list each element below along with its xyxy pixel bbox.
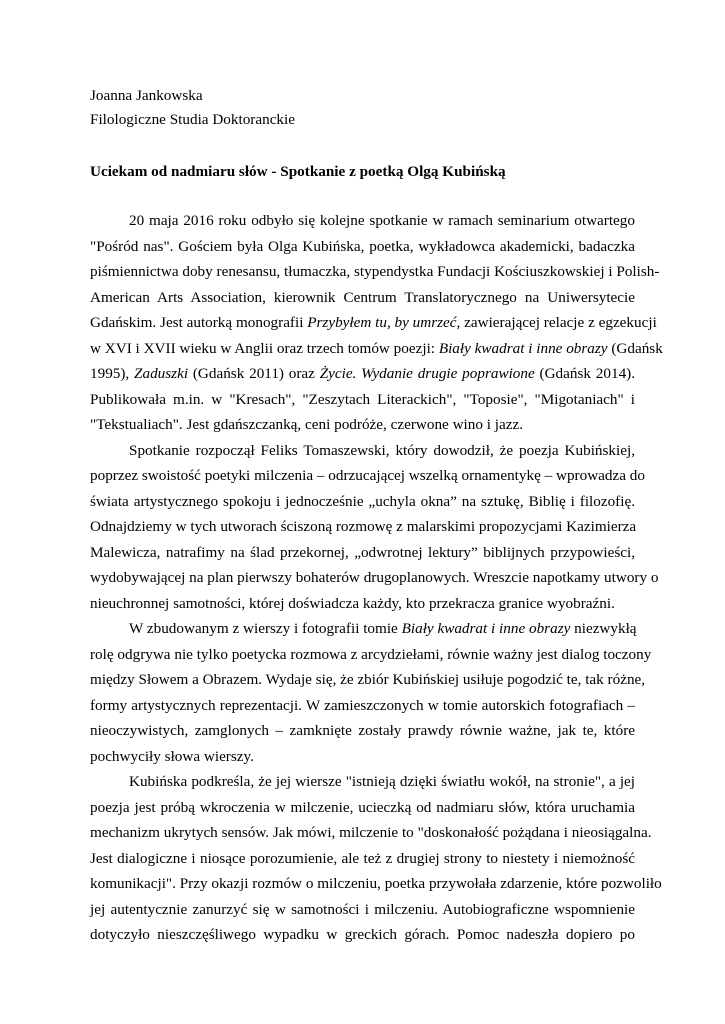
text-line [90,259,660,285]
text-segment: , zawierającej relacje z egzekucji [456,314,657,331]
italic-title-text: Przybyłem tu, by umrzeć [307,314,457,331]
text-line [90,234,635,260]
text-segment: Gdańskim. Jest autorką monografii [90,314,308,331]
italic-title-text: Życie. Wydanie drugie poprawione [319,365,535,382]
text-line [90,336,663,362]
text-line [90,285,635,311]
author-block [90,84,295,132]
text-segment: w XVI i XVII wieku w Anglii oraz trzech tomów poezji: [90,339,439,357]
text-segment: poezja jest próbą wkroczenia w milczenie, ucieczką od nadmiaru słów, która uruchamia [90,798,635,816]
text-line [90,208,635,234]
text-line [90,489,635,515]
text-segment: dotyczyło nieszczęśliwego wypadku w greckich górach. Pomoc nadeszła dopiero po [90,926,635,943]
text-segment: Jest dialogiczne i niosące porozumienie, ale też z drugiej strony to niestety i niemożność [90,849,635,867]
author-name: Joanna Jankowska [90,87,203,104]
article-title: Uciekam od nadmiaru słów - Spotkanie z poetką Olgą Kubińską [90,163,506,180]
text-segment: 1995), [90,365,135,382]
text-line [90,795,635,821]
text-line [90,718,635,744]
text-segment: poprzez swoistość poetyki milczenia – odrzucającej wszelką ornamentykę – wprowadza do [90,467,645,484]
text-line [90,463,645,489]
text-line [90,642,652,668]
text-segment: piśmiennictwa doby renesansu, tłumaczka, stypendystka Fundacji Kościuszkowskiej i Polish- [90,263,660,280]
text-segment: formy artystycznych reprezentacji. W zamieszczonych w tomie autorskich fotografiach – [90,696,635,714]
text-line [90,744,635,770]
text-segment: rolę odgrywa nie tylko poetycka rozmowa z arcydziełami, równie ważny jest dialog toczony [90,645,652,663]
text-line [90,540,635,566]
text-segment: między Słowem a Obrazem. Wydaje się, że zbiór Kubińskiej usiłuje pogodzić te, tak różne, [90,671,646,688]
text-line [90,820,652,846]
text-line [90,387,635,413]
text-segment: (Gdańsk 2014). [534,365,636,382]
text-line [90,412,635,438]
text-line [90,361,635,387]
text-segment: mechanizm ukrytych sensów. Jak mówi, milczenie to "doskonałość pożądana i nieosiągalna. [90,824,652,841]
text-segment: pochwyciły słowa wierszy. [90,747,254,765]
text-segment: jej autentycznie zanurzyć się w samotności i milczeniu. Autobiograficzne wspomnienie [90,900,635,918]
text-segment: nieuchronnej samotności, której doświadcza każdy, kto przekracza granice wyobraźni. [90,594,615,612]
text-line [90,616,635,642]
text-segment: Spotkanie rozpoczął Feliks Tomaszewski, który dowodził, że poezja Kubińskiej, [129,441,635,459]
text-line [90,846,635,872]
text-segment: American Arts Association, kierownik Centrum Translatorycznego na Uniwersytecie [90,288,635,306]
text-segment: (Gdańsk 2011) oraz [188,365,320,382]
text-segment: "Tekstualiach". Jest gdańszczanką, ceni podróże, czerwone wino i jazz. [90,416,524,433]
text-segment: wydobywającej na plan pierwszy bohaterów drugoplanowych. Wreszcie napotkamy utwory o [90,569,659,586]
text-line [90,565,659,591]
italic-title-text: Biały kwadrat i inne obrazy [438,339,608,357]
text-segment: niezwykłą [570,620,637,637]
article-body [90,208,663,948]
text-segment: W zbudowanym z wierszy i fotografii tomie [129,620,402,637]
text-line [90,310,657,336]
author-affiliation: Filologiczne Studia Doktoranckie [90,111,295,128]
text-line [90,693,635,719]
text-line [90,897,635,923]
text-line [90,922,635,948]
text-segment: Malewicza, natrafimy na ślad przekornej, „odwrotnej lektury” biblijnych przypowieści, [90,543,635,561]
text-line [90,438,635,464]
text-line [90,514,635,540]
text-segment: (Gdańsk [607,339,663,357]
text-segment: "Pośród nas". Gościem była Olga Kubińska, poetka, wykładowca akademicki, badaczka [90,237,635,255]
text-segment: Odnajdziemy w tych utworach ściszoną rozmowę z malarskimi propozycjami Kazimierza [90,518,637,535]
italic-title-text: Biały kwadrat i inne obrazy [401,620,571,637]
text-line [90,591,635,617]
text-segment: Publikowała m.in. w "Kresach", "Zeszytach Literackich", "Toposie", "Migotaniach" i [90,390,635,408]
text-line [90,871,662,897]
text-line [90,769,635,795]
text-segment: 20 maja 2016 roku odbyło się kolejne spotkanie w ramach seminarium otwartego [129,212,635,229]
italic-title-text: Zaduszki [134,365,189,382]
text-segment: Kubińska podkreśla, że jej wiersze "istnieją dzięki światłu wokół, na stronie", a jej [129,773,635,790]
text-line [90,667,646,693]
text-segment: nieoczywistych, zamglonych – zamknięte zostały prawdy równie ważne, jak te, które [90,722,635,739]
text-segment: świata artystycznego spokoju i jednocześnie „uchyla okna” na sztukę, Biblię i filozofię. [90,492,635,510]
text-segment: komunikacji". Przy okazji rozmów o milczeniu, poetka przywołała zdarzenie, które pozwoliło [90,875,662,892]
